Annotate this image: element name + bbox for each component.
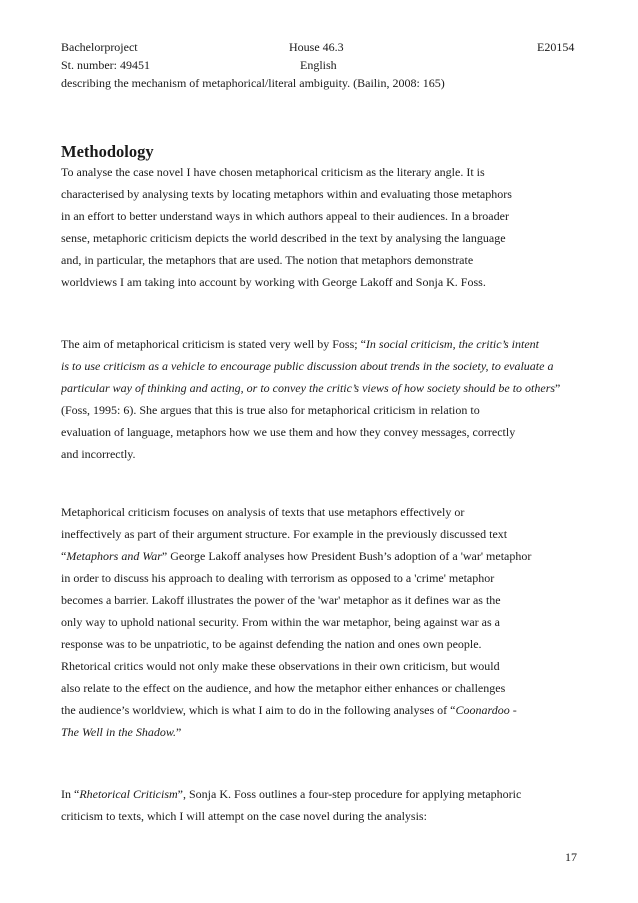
paragraph-line: Metaphorical criticism focuses on analysis of texts that use metaphors effectively or: [61, 505, 465, 519]
header-code: E20154: [537, 40, 575, 54]
paragraph-line: also relate to the effect on the audience, and how the metaphor either enhances or challenges: [61, 681, 506, 695]
paragraph-1: [61, 161, 581, 293]
paragraph-line: evaluation of language, metaphors how we use them and how they convey messages, correctly: [61, 425, 516, 439]
paragraph-line: The aim of metaphorical criticism is stated very well by Foss; “In social criticism, the critic’s intent: [61, 337, 540, 351]
paragraph-line: in order to discuss his approach to dealing with terrorism as opposed to a 'crime' metaphor: [61, 571, 495, 585]
section-title: Methodology: [61, 142, 154, 161]
paragraph-line: In “Rhetorical Criticism”, Sonja K. Foss outlines a four-step procedure for applying metaphoric: [61, 787, 522, 801]
quote-text: In social criticism, the critic’s intent: [365, 337, 540, 351]
paragraph-line: The Well in the Shadow.”: [61, 725, 182, 739]
paragraph-line: (Foss, 1995: 6). She argues that this is true also for metaphorical criticism in relation to: [61, 403, 480, 417]
paragraph-line: particular way of thinking and acting, or to convey the critic’s views of how society should be to others”: [61, 381, 561, 395]
paragraph-line: only way to uphold national security. From within the war metaphor, being against war as a: [61, 615, 500, 629]
paragraph-line: becomes a barrier. Lakoff illustrates the power of the 'war' metaphor as it defines war as the: [61, 593, 501, 607]
paragraph-line: response was to be unpatriotic, to be against defending the nation and ones own people.: [61, 637, 482, 651]
paragraph-line: To analyse the case novel I have chosen metaphorical criticism as the literary angle. It is: [61, 165, 485, 179]
paragraph-line: criticism to texts, which I will attempt on the case novel during the analysis:: [61, 809, 427, 823]
page-number: 17: [565, 850, 577, 864]
paragraph-line: and, in particular, the metaphors that are used. The notion that metaphors demonstrate: [61, 253, 474, 267]
cited-title: Metaphors and War: [66, 549, 162, 563]
paragraph-2: [61, 333, 581, 465]
paragraph-line: sense, metaphoric criticism depicts the world described in the text by analysing the language: [61, 231, 506, 245]
header-house: House 46.3: [289, 40, 344, 54]
header-student-number: St. number: 49451: [61, 58, 150, 72]
cited-title: The Well in the Shadow.: [61, 725, 176, 739]
intro-line: describing the mechanism of metaphorical/literal ambiguity. (Bailin, 2008: 165): [61, 76, 445, 90]
cited-title: Rhetorical Criticism: [79, 787, 178, 801]
paragraph-4: [61, 783, 581, 827]
paragraph-line: ineffectively as part of their argument structure. For example in the previously discussed text: [61, 527, 508, 541]
paragraph-3: [61, 501, 581, 743]
paragraph-line: characterised by analysing texts by locating metaphors within and evaluating those metaphors: [61, 187, 512, 201]
paragraph-line: Rhetorical critics would not only make these observations in their own criticism, but would: [61, 659, 500, 673]
header-project: Bachelorproject: [61, 40, 138, 54]
paragraph-line: the audience’s worldview, which is what I aim to do in the following analyses of “Coonardoo -: [61, 703, 517, 717]
paragraph-line: worldviews I am taking into account by working with George Lakoff and Sonja K. Foss.: [61, 275, 486, 289]
paragraph-line: and incorrectly.: [61, 447, 136, 461]
quote-line: is to use criticism as a vehicle to encourage public discussion about trends in the society, to evaluate a: [61, 359, 554, 373]
paragraph-line: in an effort to better understand ways in which authors appeal to their audiences. In a broader: [61, 209, 509, 223]
paragraph-line: “Metaphors and War” George Lakoff analyses how President Bush’s adoption of a 'war' metaphor: [61, 549, 532, 563]
header-subject: English: [300, 58, 337, 72]
cited-title: Coonardoo -: [455, 703, 517, 717]
